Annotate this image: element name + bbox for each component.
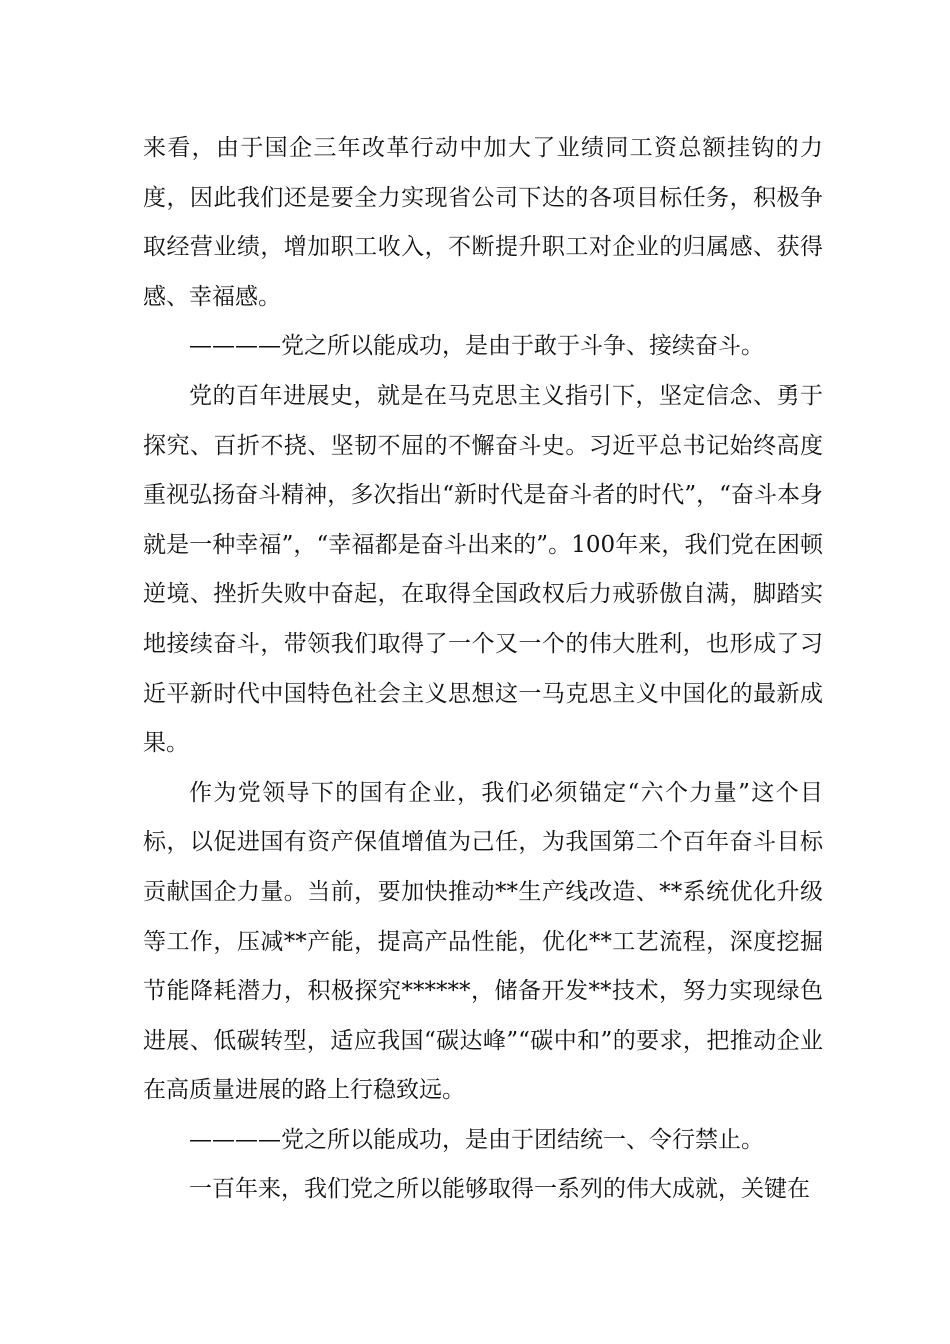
paragraph-party-history: 党的百年进展史，就是在马克思主义指引下，坚定信念、勇于探究、百折不挠、坚韧不屈的不懈奋斗史。习近平总书记始终高度重视弘扬奋斗精神，多次指出“新时代是奋斗者的时代”，“奋斗本身就是一种幸福”，“幸福都是奋斗出来的”。100年来，我们党在困顿逆境、挫折失败中奋起，在取得全国政权后力戒骄傲自满，脚踏实地接续奋斗，带领我们取得了一个又一个的伟大胜利，也形成了习近平新时代中国特色社会主义思想这一马克思主义中国化的最新成果。 [143,382,823,757]
paragraph-achievements: 一百年来，我们党之所以能够取得一系列的伟大成就，关键在 [189,1176,810,1203]
paragraph-continuation: 来看，由于国企三年改革行动中加大了业绩同工资总额挂钩的力度，因此我们还是要全力实现省公司下达的各项目标任务，积极争取经营业绩，增加职工收入，不断提升职工对企业的归属感、获得感、幸福感。 [143,135,823,310]
section-heading-unity: ————党之所以能成功，是由于团结统一、令行禁止。 [189,1126,764,1153]
section-heading-struggle: ————党之所以能成功，是由于敢于斗争、接续奋斗。 [189,333,764,360]
document-body [143,124,823,1215]
paragraph-state-enterprise: 作为党领导下的国有企业，我们必须锚定“六个力量”这个目标，以促进国有资产保值增值为己任，为我国第二个百年奋斗目标贡献国企力量。当前，要加快推动**生产线改造、**系统优化升级等工作，压减**产能，提高产品性能，优化**工艺流程，深度挖掘节能降耗潜力，积极探究******，储备开发**技术，努力实现绿色进展、低碳转型，适应我国“碳达峰”“碳中和”的要求，把推动企业在高质量进展的路上行稳致远。 [143,779,823,1104]
